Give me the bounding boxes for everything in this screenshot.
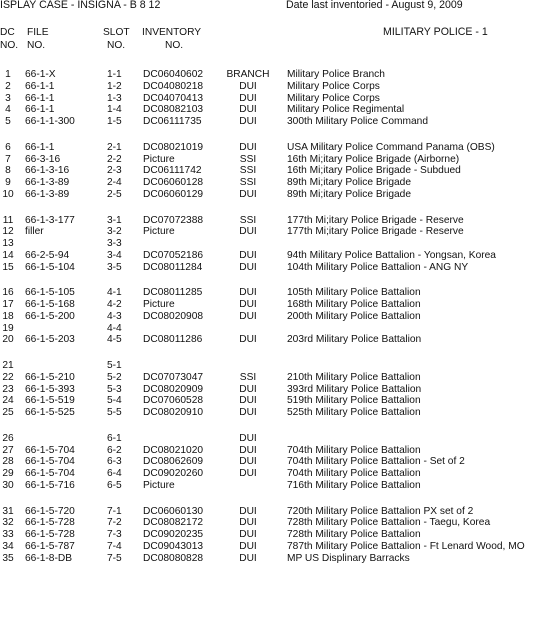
row-dc-no: 21 — [2, 360, 14, 371]
row-dc-no: 34 — [2, 540, 14, 552]
row-description: 716th Military Police Battalion — [287, 479, 421, 491]
row-insignia-type: DUI — [239, 104, 257, 116]
table-row — [0, 468, 560, 480]
row-insignia-type: SSI — [239, 214, 257, 226]
row-file-no: 66-1-1 — [25, 141, 55, 153]
row-insignia-type: DUI — [239, 540, 257, 552]
row-dc-no: 6 — [5, 141, 11, 153]
table-row — [0, 177, 560, 189]
table-row — [0, 226, 560, 238]
table-row — [0, 433, 560, 445]
row-inventory-no: DC08011286 — [143, 334, 203, 346]
table-row — [0, 287, 560, 299]
row-insignia-type: SSI — [239, 371, 257, 383]
case-label: ISPLAY CASE - INSIGNA - B 8 12 — [0, 0, 161, 11]
row-slot-no: 3-3 — [107, 238, 122, 249]
row-slot-no: 5-1 — [107, 360, 122, 371]
row-file-no: 66-1-1 — [25, 92, 55, 104]
row-description: 177th Mi;itary Police Brigade - Reserve — [287, 226, 464, 238]
col-header-file-no: NO. — [27, 40, 46, 51]
row-slot-no: 7-3 — [107, 529, 122, 540]
row-insignia-type: DUI — [239, 226, 257, 238]
row-dc-no: 35 — [2, 552, 14, 564]
row-slot-no: 3-2 — [107, 226, 122, 238]
row-slot-no: 7-5 — [107, 552, 122, 564]
table-row — [0, 506, 560, 518]
row-insignia-type: DUI — [239, 407, 257, 418]
row-insignia-type: DUI — [239, 80, 257, 92]
table-row — [0, 372, 560, 384]
row-file-no: 66-1-5-728 — [25, 529, 75, 540]
col-header-slot-no: NO. — [107, 40, 126, 51]
row-slot-no: 2-1 — [107, 141, 122, 153]
row-file-no: 66-1-3-89 — [25, 177, 70, 188]
row-inventory-no: DC04070413 — [143, 92, 204, 104]
row-description: 104th Military Police Battalion - ANG NY — [287, 261, 469, 273]
row-slot-no: 3-5 — [107, 261, 122, 273]
row-dc-no: 9 — [5, 177, 11, 188]
table-row — [0, 480, 560, 492]
row-insignia-type: DUI — [239, 517, 257, 529]
col-header-dc: DC — [0, 27, 15, 38]
row-inventory-no: DC06060130 — [143, 505, 204, 517]
row-inventory-no: DC06060129 — [143, 188, 204, 200]
table-row — [0, 93, 560, 105]
row-insignia-type: SSI — [239, 177, 257, 188]
row-slot-no: 1-2 — [107, 80, 122, 92]
row-dc-no: 2 — [5, 80, 11, 92]
row-slot-no: 1-5 — [107, 116, 122, 127]
row-dc-no: 13 — [2, 238, 14, 249]
row-inventory-no: DC08080828 — [143, 552, 204, 564]
row-description: 720th Military Police Battalion PX set of 2 — [287, 505, 474, 517]
row-description: 704th Military Police Battalion — [287, 468, 421, 479]
table-row — [0, 69, 560, 81]
row-insignia-type: DUI — [239, 395, 257, 407]
table-row — [0, 238, 560, 250]
row-inventory-no: DC07073047 — [143, 371, 204, 383]
row-insignia-type: DUI — [239, 505, 257, 517]
row-dc-no: 31 — [2, 505, 14, 517]
row-file-no: 66-1-5-787 — [25, 540, 75, 552]
row-description: 89th Mi;itary Police Brigade — [287, 177, 412, 188]
table-row — [0, 154, 560, 166]
row-slot-no: 2-4 — [107, 177, 122, 188]
table-row — [0, 311, 560, 323]
row-description: 393rd Military Police Battalion — [287, 383, 422, 395]
table-row — [0, 445, 560, 457]
row-slot-no: 2-2 — [107, 153, 122, 165]
row-slot-no: 7-4 — [107, 540, 122, 552]
row-file-no: 66-1-3-177 — [25, 214, 75, 226]
col-header-slot: SLOT — [103, 27, 130, 38]
row-insignia-type: DUI — [239, 261, 257, 273]
row-inventory-no: DC06111742 — [143, 165, 202, 177]
row-inventory-no: DC08021019 — [143, 141, 204, 153]
row-description: 787th Military Police Battalion - Ft Lenard Wood, MO — [287, 540, 525, 552]
row-file-no: 66-3-16 — [25, 153, 61, 165]
row-insignia-type: DUI — [239, 456, 257, 468]
row-dc-no: 20 — [2, 334, 14, 346]
row-inventory-no: DC09020235 — [143, 529, 204, 540]
row-inventory-no: DC08020909 — [143, 383, 204, 395]
row-description: 728th Military Police Battalion - Taegu, Korea — [287, 517, 491, 529]
row-description: Military Police Branch — [287, 69, 385, 80]
row-file-no: 66-1-5-210 — [25, 371, 75, 383]
row-dc-no: 33 — [2, 529, 14, 540]
row-dc-no: 17 — [2, 299, 14, 310]
row-file-no: 66-1-5-104 — [25, 261, 75, 273]
row-description: 203rd Military Police Battalion — [287, 334, 422, 346]
row-inventory-no: DC08082172 — [143, 517, 204, 529]
row-inventory-no: DC09043013 — [143, 540, 204, 552]
row-inventory-no: DC08020910 — [143, 407, 204, 418]
row-inventory-no: DC08011285 — [143, 287, 203, 299]
row-inventory-no: DC06040602 — [143, 69, 204, 80]
row-dc-no: 15 — [2, 261, 14, 273]
row-file-no: 66-1-3-89 — [25, 188, 70, 200]
table-row — [0, 553, 560, 565]
row-insignia-type: SSI — [239, 153, 257, 165]
row-file-no: 66-1-5-525 — [25, 407, 75, 418]
row-dc-no: 5 — [5, 116, 11, 127]
row-inventory-no: DC04080218 — [143, 80, 204, 92]
row-slot-no: 2-3 — [107, 165, 122, 177]
table-row — [0, 142, 560, 154]
row-inventory-no: Picture — [143, 226, 175, 238]
row-file-no: 66-1-5-200 — [25, 310, 75, 322]
row-description: Military Police Regimental — [287, 104, 405, 116]
row-insignia-type: DUI — [239, 310, 257, 322]
row-inventory-no: DC07072388 — [143, 214, 204, 226]
row-dc-no: 28 — [2, 456, 14, 468]
row-slot-no: 5-4 — [107, 395, 122, 407]
row-insignia-type: SSI — [239, 165, 257, 177]
table-row — [0, 395, 560, 407]
row-inventory-no: DC08021020 — [143, 444, 204, 456]
table-row — [0, 262, 560, 274]
row-slot-no: 3-1 — [107, 214, 122, 226]
table-row — [0, 334, 560, 346]
row-description: 519th Military Police Battalion — [287, 395, 421, 407]
row-file-no: 66-1-5-704 — [25, 444, 75, 456]
inventory-date: Date last inventoried - August 9, 2009 — [286, 0, 463, 11]
row-file-no: 66-1-5-704 — [25, 468, 75, 479]
row-file-no: 66-1-5-716 — [25, 479, 75, 491]
row-insignia-type: DUI — [239, 529, 257, 540]
col-header-dc-no: NO. — [0, 40, 19, 51]
row-insignia-type: DUI — [239, 116, 257, 127]
row-slot-no: 6-5 — [107, 479, 122, 491]
row-inventory-no: Picture — [143, 153, 175, 165]
row-insignia-type: DUI — [239, 249, 257, 261]
row-slot-no: 6-4 — [107, 468, 122, 479]
row-slot-no: 6-3 — [107, 456, 122, 468]
table-row — [0, 165, 560, 177]
row-file-no: 66-1-1 — [25, 80, 55, 92]
table-row — [0, 529, 560, 541]
row-file-no: 66-1-8-DB — [25, 552, 72, 564]
row-dc-no: 1 — [5, 69, 11, 80]
row-file-no: 66-1-5-168 — [25, 299, 75, 310]
row-file-no: 66-1-X — [25, 69, 56, 80]
row-description: 16th Mi;itary Police Brigade - Subdued — [287, 165, 461, 177]
row-description: 94th Military Police Battalion - Yongsan, Korea — [287, 249, 496, 261]
row-insignia-type: DUI — [239, 432, 257, 444]
row-inventory-no: DC08020908 — [143, 310, 204, 322]
row-slot-no: 6-1 — [107, 432, 122, 444]
row-file-no: 66-1-5-393 — [25, 383, 75, 395]
row-insignia-type: DUI — [239, 552, 257, 564]
row-description: 210th Military Police Battalion — [287, 371, 421, 383]
row-file-no: 66-1-5-519 — [25, 395, 75, 407]
row-inventory-no: DC08082103 — [143, 104, 204, 116]
row-slot-no: 1-1 — [107, 69, 122, 80]
row-slot-no: 5-5 — [107, 407, 122, 418]
row-file-no: 66-1-3-16 — [25, 165, 70, 177]
row-dc-no: 27 — [2, 444, 14, 456]
row-insignia-type: DUI — [239, 141, 257, 153]
row-inventory-no: Picture — [143, 299, 175, 310]
row-slot-no: 4-4 — [107, 322, 122, 334]
table-row — [0, 299, 560, 311]
row-dc-no: 18 — [2, 310, 14, 322]
col-header-file: FILE — [27, 27, 49, 38]
row-insignia-type: DUI — [239, 444, 257, 456]
table-row — [0, 384, 560, 396]
row-slot-no: 3-4 — [107, 249, 122, 261]
row-dc-no: 25 — [2, 407, 14, 418]
row-file-no: 66-1-5-720 — [25, 505, 75, 517]
row-dc-no: 22 — [2, 371, 14, 383]
row-slot-no: 1-3 — [107, 92, 122, 104]
table-row — [0, 360, 560, 372]
row-dc-no: 16 — [2, 287, 14, 299]
row-description: USA Military Police Command Panama (OBS) — [287, 141, 495, 153]
row-dc-no: 29 — [2, 468, 14, 479]
row-file-no: 66-1-5-105 — [25, 287, 75, 299]
row-slot-no: 6-2 — [107, 444, 122, 456]
row-insignia-type: DUI — [239, 468, 257, 479]
row-slot-no: 4-1 — [107, 287, 122, 299]
row-description: 525th Military Police Battalion — [287, 407, 421, 418]
row-dc-no: 10 — [2, 188, 14, 200]
row-slot-no: 4-2 — [107, 299, 122, 310]
row-inventory-no: DC06111735 — [143, 116, 202, 127]
table-row — [0, 407, 560, 419]
row-insignia-type: DUI — [239, 92, 257, 104]
row-description: 16th Mi;itary Police Brigade (Airborne) — [287, 153, 460, 165]
table-row — [0, 189, 560, 201]
table-row — [0, 104, 560, 116]
row-inventory-no: DC07052186 — [143, 249, 204, 261]
row-inventory-no: DC08011284 — [143, 261, 203, 273]
table-row — [0, 323, 560, 335]
table-row — [0, 456, 560, 468]
col-header-inventory: INVENTORY — [142, 27, 202, 38]
row-slot-no: 2-5 — [107, 188, 122, 200]
row-file-no: 66-1-5-728 — [25, 517, 75, 529]
table-row — [0, 215, 560, 227]
row-description: 177th Mi;itary Police Brigade - Reserve — [287, 214, 464, 226]
row-dc-no: 14 — [2, 249, 14, 261]
row-slot-no: 4-5 — [107, 334, 122, 346]
row-description: 105th Military Police Battalion — [287, 287, 421, 299]
row-slot-no: 7-1 — [107, 505, 122, 517]
table-row — [0, 541, 560, 553]
row-insignia-type: DUI — [239, 188, 257, 200]
row-description: Military Police Corps — [287, 92, 380, 104]
row-insignia-type: DUI — [239, 299, 257, 310]
row-insignia-type: DUI — [239, 287, 257, 299]
row-description: 704th Military Police Battalion — [287, 444, 421, 456]
row-dc-no: 7 — [5, 153, 11, 165]
row-inventory-no: Picture — [143, 479, 175, 491]
row-description: Military Police Corps — [287, 80, 380, 92]
row-dc-no: 8 — [5, 165, 11, 177]
row-dc-no: 19 — [2, 322, 14, 334]
row-dc-no: 32 — [2, 517, 14, 529]
row-description: MP US Displinary Barracks — [287, 552, 410, 564]
row-dc-no: 11 — [2, 214, 14, 226]
row-dc-no: 24 — [2, 395, 14, 407]
row-file-no: 66-1-5-704 — [25, 456, 75, 468]
row-file-no: 66-1-1 — [25, 104, 55, 116]
row-description: 168th Military Police Battalion — [287, 299, 421, 310]
row-slot-no: 7-2 — [107, 517, 122, 529]
table-row — [0, 517, 560, 529]
row-dc-no: 3 — [5, 92, 11, 104]
table-row — [0, 116, 560, 128]
row-description: 704th Military Police Battalion - Set of 2 — [287, 456, 465, 468]
table-row — [0, 81, 560, 93]
row-slot-no: 5-3 — [107, 383, 122, 395]
row-slot-no: 1-4 — [107, 104, 122, 116]
row-description: 728th Military Police Battalion — [287, 529, 421, 540]
row-slot-no: 4-3 — [107, 310, 122, 322]
document-title: MILITARY POLICE - 1 — [383, 26, 488, 38]
row-insignia-type: DUI — [239, 334, 257, 346]
row-insignia-type: DUI — [239, 383, 257, 395]
row-dc-no: 26 — [2, 432, 14, 444]
table-row — [0, 250, 560, 262]
row-file-no: 66-2-5-94 — [25, 249, 70, 261]
row-dc-no: 23 — [2, 383, 14, 395]
row-dc-no: 12 — [2, 226, 14, 238]
row-inventory-no: DC07060528 — [143, 395, 204, 407]
row-inventory-no: DC08062609 — [143, 456, 204, 468]
row-insignia-type: BRANCH — [226, 69, 270, 80]
row-description: 89th Mi;itary Police Brigade — [287, 188, 412, 200]
row-description: 200th Military Police Battalion — [287, 310, 421, 322]
row-inventory-no: DC06060128 — [143, 177, 204, 188]
row-slot-no: 5-2 — [107, 371, 122, 383]
row-file-no: 66-1-1-300 — [25, 116, 75, 127]
row-file-no: 66-1-5-203 — [25, 334, 75, 346]
col-header-inventory-no: NO. — [165, 40, 184, 51]
row-inventory-no: DC09020260 — [143, 468, 204, 479]
row-dc-no: 30 — [2, 479, 14, 491]
row-file-no: filler — [25, 226, 44, 238]
row-dc-no: 4 — [5, 104, 11, 116]
row-description: 300th Military Police Command — [287, 116, 428, 127]
